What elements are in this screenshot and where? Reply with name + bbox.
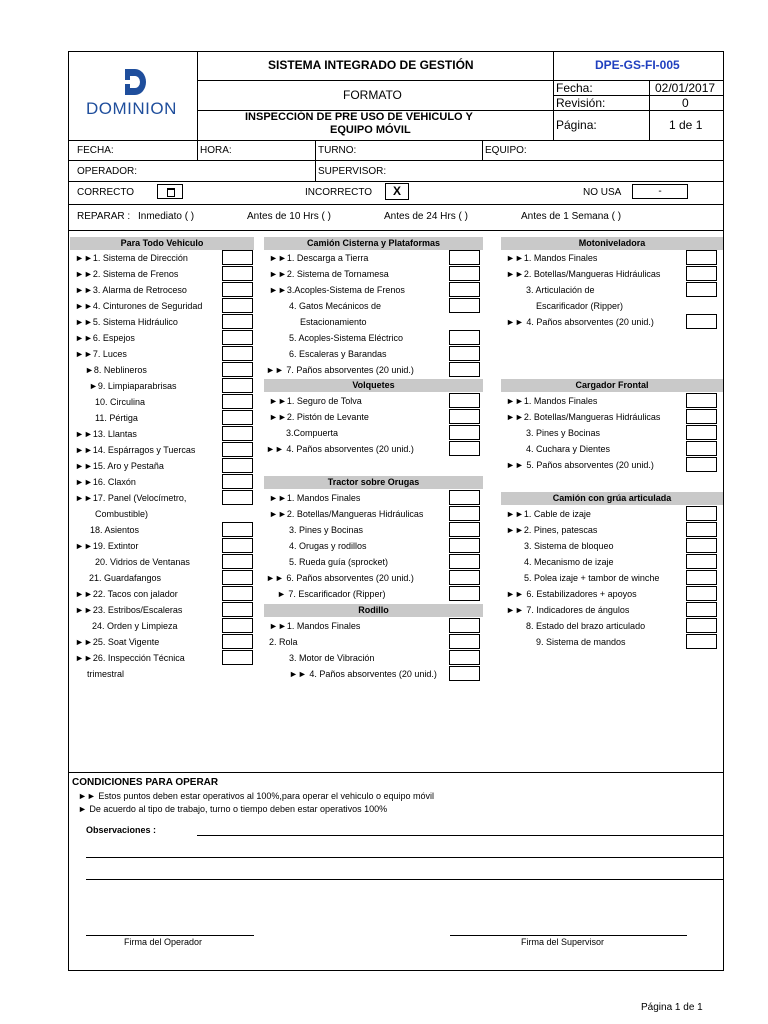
correcto-mark <box>167 188 175 197</box>
section-rodillo-title: Rodillo <box>264 604 483 617</box>
checklist-checkbox[interactable] <box>222 442 253 457</box>
checklist-item-label: ►►7. Luces <box>75 349 127 359</box>
checklist-item-label: ►9. Limpiaparabrisas <box>89 381 177 391</box>
checklist-checkbox[interactable] <box>686 586 717 601</box>
checklist-checkbox[interactable] <box>222 362 253 377</box>
checklist-item-label: ►►1. Mandos Finales <box>269 493 361 503</box>
checklist-item-label: ►►2. Pines, patescas <box>506 525 598 535</box>
pagina-value: 1 de 1 <box>669 118 703 132</box>
checklist-item-label: 2. Rola <box>269 637 298 647</box>
checklist-item-label: 3. Sistema de bloqueo <box>524 541 614 551</box>
observaciones-line[interactable] <box>197 835 724 836</box>
checklist-item-label: 5. Rueda guía (sprocket) <box>289 557 389 567</box>
checklist-checkbox[interactable] <box>222 570 253 585</box>
checklist-checkbox[interactable] <box>449 506 480 521</box>
revision-value: 0 <box>682 96 689 110</box>
checklist-item-label: ►►2. Botellas/Mangueras Hidráulicas <box>506 412 661 422</box>
checklist-item-label: ►► 5. Paños absorventes (20 unid.) <box>506 460 654 470</box>
section-motoniveladora-title: Motoniveladora <box>501 237 723 250</box>
checklist-checkbox[interactable] <box>222 650 253 665</box>
checklist-item-label: ►►16. Claxón <box>75 477 136 487</box>
checklist-item-label: ►►1. Mandos Finales <box>269 621 361 631</box>
no-usa-label: NO USA <box>583 187 622 198</box>
checklist-item-label: ►►1. Cable de izaje <box>506 509 591 519</box>
reparar-inmediato[interactable]: Inmediato ( ) <box>138 211 195 222</box>
conditions-title: CONDICIONES PARA OPERAR <box>72 777 219 788</box>
fecha-label: Fecha: <box>556 81 593 95</box>
divider <box>69 181 723 182</box>
dominion-logo-icon <box>123 68 147 98</box>
checklist-checkbox[interactable] <box>222 618 253 633</box>
divider <box>197 140 198 160</box>
checklist-item-label: 3. Motor de Vibración <box>289 653 375 663</box>
checklist-item-label: 4. Mecanismo de izaje <box>524 557 614 567</box>
checklist-item-label: 8. Estado del brazo articulado <box>526 621 646 631</box>
operador-field-label: OPERADOR: <box>77 166 138 177</box>
checklist-checkbox[interactable] <box>449 282 480 297</box>
checklist-item-label: ►►1. Sistema de Dirección <box>75 253 188 263</box>
turno-field-label: TURNO: <box>318 145 357 156</box>
checklist-item-label: ►►3.Acoples-Sistema de Frenos <box>269 285 405 295</box>
checklist-checkbox[interactable] <box>686 282 717 297</box>
checklist-checkbox[interactable] <box>222 314 253 329</box>
checklist-checkbox[interactable] <box>222 458 253 473</box>
checklist-item-label: 11. Pértiga <box>95 413 138 423</box>
hora-field-label: HORA: <box>200 145 232 156</box>
checklist-item-label: ►►3. Alarma de Retroceso <box>75 285 187 295</box>
checklist-item-label: ►►1. Descarga a Tierra <box>269 253 369 263</box>
checklist-item-label: ►►2. Pistón de Levante <box>269 412 369 422</box>
checklist-checkbox[interactable] <box>222 538 253 553</box>
checklist-item-label: ►►2. Sistema de Tornamesa <box>269 269 389 279</box>
checklist-checkbox[interactable] <box>449 570 480 585</box>
checklist-checkbox[interactable] <box>449 586 480 601</box>
checklist-checkbox[interactable] <box>449 554 480 569</box>
firma-supervisor-label: Firma del Supervisor <box>521 937 605 947</box>
checklist-checkbox[interactable] <box>222 426 253 441</box>
checklist-checkbox[interactable] <box>449 522 480 537</box>
divider <box>553 52 554 140</box>
checklist-item-label: 3. Pines y Bocinas <box>289 525 364 535</box>
checklist-item-label: ►►5. Sistema Hidráulico <box>75 317 178 327</box>
divider <box>69 230 723 231</box>
checklist-checkbox[interactable] <box>222 282 253 297</box>
checklist-checkbox[interactable] <box>686 570 717 585</box>
firma-operador-label: Firma del Operador <box>124 937 203 947</box>
checklist-checkbox[interactable] <box>686 409 717 424</box>
equipo-field-label: EQUIPO: <box>485 145 527 156</box>
checklist-checkbox[interactable] <box>686 634 717 649</box>
checklist-item-label: trimestral <box>87 669 125 679</box>
checklist-checkbox[interactable] <box>222 250 253 265</box>
checklist-item-label: 5. Polea izaje + tambor de winche <box>524 573 660 583</box>
checklist-item-label: ►►14. Espárragos y Tuercas <box>75 445 196 455</box>
fecha-field-label: FECHA: <box>77 145 114 156</box>
checklist-checkbox[interactable] <box>449 666 480 681</box>
checklist-checkbox[interactable] <box>449 346 480 361</box>
company-name: DOMINION <box>86 99 177 118</box>
checklist-checkbox[interactable] <box>449 409 480 424</box>
divider <box>315 140 316 181</box>
incorrecto-checkbox[interactable]: X <box>385 183 409 200</box>
incorrecto-label: INCORRECTO <box>305 187 373 198</box>
checklist-item-label: 10. Circulina <box>95 397 146 407</box>
checklist-checkbox[interactable] <box>449 362 480 377</box>
checklist-item-label: ► 7. Escarificador (Ripper) <box>277 589 386 599</box>
checklist-item-label: ►►1. Seguro de Tolva <box>269 396 362 406</box>
form-title-line2: EQUIPO MÓVIL <box>330 124 411 136</box>
checklist-item-label: 9. Sistema de mandos <box>536 637 626 647</box>
checklist-item-label: ►►22. Tacos con jalador <box>75 589 178 599</box>
reparar-10hrs[interactable]: Antes de 10 Hrs ( ) <box>247 211 331 222</box>
checklist-item-label: ►► 6. Paños absorventes (20 unid.) <box>266 573 414 583</box>
checklist-checkbox[interactable] <box>449 330 480 345</box>
checklist-checkbox[interactable] <box>686 554 717 569</box>
checklist-checkbox[interactable] <box>449 250 480 265</box>
checklist-item-label: ►►6. Espejos <box>75 333 135 343</box>
checklist-checkbox[interactable] <box>222 522 253 537</box>
checklist-checkbox[interactable] <box>686 441 717 456</box>
checklist-item-label: ►►25. Soat Vigente <box>75 637 160 647</box>
checklist-checkbox[interactable] <box>449 298 480 313</box>
doc-code: DPE-GS-FI-005 <box>595 58 680 72</box>
firma-supervisor-line[interactable] <box>450 935 687 936</box>
checklist-checkbox[interactable] <box>222 266 253 281</box>
checklist-item-label: 21. Guardafangos <box>89 573 162 583</box>
checklist-item-label: ►►1. Mandos Finales <box>506 396 598 406</box>
divider <box>69 160 723 161</box>
checklist-item-label: Estacionamiento <box>300 317 367 327</box>
checklist-checkbox[interactable] <box>449 441 480 456</box>
section-cargador-title: Cargador Frontal <box>501 379 723 392</box>
checklist-item-label: ►► 7. Paños absorventes (20 unid.) <box>266 365 414 375</box>
checklist-item-label: ►►2. Sistema de Frenos <box>75 269 179 279</box>
checklist-item-label: ►►19. Extintor <box>75 541 139 551</box>
revision-label: Revisión: <box>556 96 606 110</box>
checklist-item-label: ►► 6. Estabilizadores + apoyos <box>506 589 637 599</box>
checklist-item-label: Escarificador (Ripper) <box>536 301 624 311</box>
checklist-item-label: ►► 4. Paños absorventes (20 unid.) <box>506 317 654 327</box>
section-cisterna-title: Camión Cisterna y Plataformas <box>264 237 483 250</box>
checklist-item-label: ►►15. Aro y Pestaña <box>75 461 164 471</box>
checklist-checkbox[interactable] <box>449 650 480 665</box>
divider <box>69 772 723 773</box>
checklist-item-label: ►►23. Estribos/Escaleras <box>75 605 183 615</box>
footer-page: Página 1 de 1 <box>641 1002 703 1013</box>
checklist-checkbox[interactable] <box>449 538 480 553</box>
checklist-item-label: ►►2. Botellas/Mangueras Hidráulicas <box>506 269 661 279</box>
fecha-value: 02/01/2017 <box>655 81 716 95</box>
checklist-item-label: ►►26. Inspección Técnica <box>75 653 185 663</box>
divider <box>69 204 723 205</box>
checklist-checkbox[interactable] <box>449 490 480 505</box>
checklist-checkbox[interactable] <box>686 266 717 281</box>
checklist-item-label: 3. Articulación de <box>526 285 595 295</box>
checklist-checkbox[interactable] <box>686 250 717 265</box>
checklist-checkbox[interactable] <box>222 378 253 393</box>
reparar-24hrs[interactable]: Antes de 24 Hrs ( ) <box>384 211 468 222</box>
checklist-item-label: 24. Orden y Limpieza <box>92 621 178 631</box>
pagina-label: Página: <box>556 118 597 132</box>
checklist-item-label: ►►17. Panel (Velocímetro, <box>75 493 187 503</box>
checklist-checkbox[interactable] <box>686 522 717 537</box>
checklist-item-label: 4. Cuchara y Dientes <box>526 444 611 454</box>
checklist-checkbox[interactable] <box>686 618 717 633</box>
firma-operador-line[interactable] <box>86 935 254 936</box>
checklist-checkbox[interactable] <box>686 506 717 521</box>
checklist-item-label: 20. Vidrios de Ventanas <box>95 557 190 567</box>
form-title-line1: INSPECCIÓN DE PRE USO DE VEHICULO Y <box>245 111 473 123</box>
checklist-checkbox[interactable] <box>686 425 717 440</box>
system-title: SISTEMA INTEGRADO DE GESTIÓN <box>268 58 474 72</box>
checklist-checkbox[interactable] <box>222 586 253 601</box>
checklist-item-label: ►► 4. Paños absorventes (20 unid.) <box>266 444 414 454</box>
divider <box>649 80 650 140</box>
correcto-label: CORRECTO <box>77 187 135 198</box>
checklist-checkbox[interactable] <box>222 330 253 345</box>
checklist-item-label: ►► 7. Indicadores de ángulos <box>506 605 630 615</box>
divider <box>69 140 723 141</box>
observaciones-label: Observaciones : <box>86 825 157 835</box>
checklist-item-label: ►►13. Llantas <box>75 429 137 439</box>
section-volquetes-title: Volquetes <box>264 379 483 392</box>
checklist-item-label: ►►4. Cinturones de Seguridad <box>75 301 203 311</box>
checklist-checkbox[interactable] <box>222 394 253 409</box>
conditions-line1: ►► Estos puntos deben estar operativos al 100%,para operar el vehiculo o equipo móvil <box>78 791 435 801</box>
format-label: FORMATO <box>343 88 402 102</box>
checklist-checkbox[interactable] <box>449 634 480 649</box>
checklist-item-label: ►8. Neblineros <box>85 365 147 375</box>
section-tractor-title: Tractor sobre Orugas <box>264 476 483 489</box>
checklist-checkbox[interactable] <box>686 314 717 329</box>
checklist-item-label: 6. Escaleras y Barandas <box>289 349 387 359</box>
observaciones-line[interactable] <box>86 879 724 880</box>
correcto-checkbox[interactable] <box>157 184 183 199</box>
section-todo-vehiculo-title: Para Todo Vehiculo <box>70 237 254 250</box>
section-grua-title: Camión con grúa articulada <box>501 492 723 505</box>
checklist-item-label: 3.Compuerta <box>286 428 339 438</box>
checklist-checkbox[interactable] <box>449 266 480 281</box>
divider <box>197 80 723 81</box>
supervisor-field-label: SUPERVISOR: <box>318 166 387 177</box>
checklist-item-label: ►► 4. Paños absorventes (20 unid.) <box>289 669 437 679</box>
checklist-item-label: ►►1. Mandos Finales <box>506 253 598 263</box>
checklist-checkbox[interactable] <box>222 298 253 313</box>
reparar-semana[interactable]: Antes de 1 Semana ( ) <box>521 211 622 222</box>
checklist-item-label: 18. Asientos <box>90 525 140 535</box>
reparar-label: REPARAR : <box>77 211 131 222</box>
checklist-checkbox[interactable] <box>686 457 717 472</box>
checklist-item-label: 5. Acoples-Sistema Eléctrico <box>289 333 404 343</box>
divider <box>553 110 723 111</box>
conditions-line2: ► De acuerdo al tipo de trabajo, turno o tiempo deben estar operativos 100% <box>78 804 388 814</box>
checklist-checkbox[interactable] <box>222 490 253 505</box>
checklist-checkbox[interactable] <box>222 346 253 361</box>
divider <box>197 52 198 140</box>
checklist-item-label: 3. Pines y Bocinas <box>526 428 601 438</box>
checklist-item-label: 4. Orugas y rodillos <box>289 541 367 551</box>
checklist-checkbox[interactable] <box>222 602 253 617</box>
observaciones-line[interactable] <box>86 857 724 858</box>
checklist-checkbox[interactable] <box>449 393 480 408</box>
no-usa-checkbox[interactable]: - <box>632 184 688 199</box>
checklist-checkbox[interactable] <box>686 538 717 553</box>
checklist-checkbox[interactable] <box>222 554 253 569</box>
checklist-checkbox[interactable] <box>449 618 480 633</box>
checklist-item-label: 4. Gatos Mecánicos de <box>289 301 382 311</box>
checklist-checkbox[interactable] <box>222 410 253 425</box>
divider <box>482 140 483 160</box>
checklist-checkbox[interactable] <box>686 602 717 617</box>
checklist-checkbox[interactable] <box>449 425 480 440</box>
checklist-checkbox[interactable] <box>222 474 253 489</box>
checklist-checkbox[interactable] <box>686 393 717 408</box>
checklist-checkbox[interactable] <box>222 634 253 649</box>
checklist-item-label: Combustible) <box>95 509 149 519</box>
checklist-item-label: ►►2. Botellas/Mangueras Hidráulicas <box>269 509 424 519</box>
